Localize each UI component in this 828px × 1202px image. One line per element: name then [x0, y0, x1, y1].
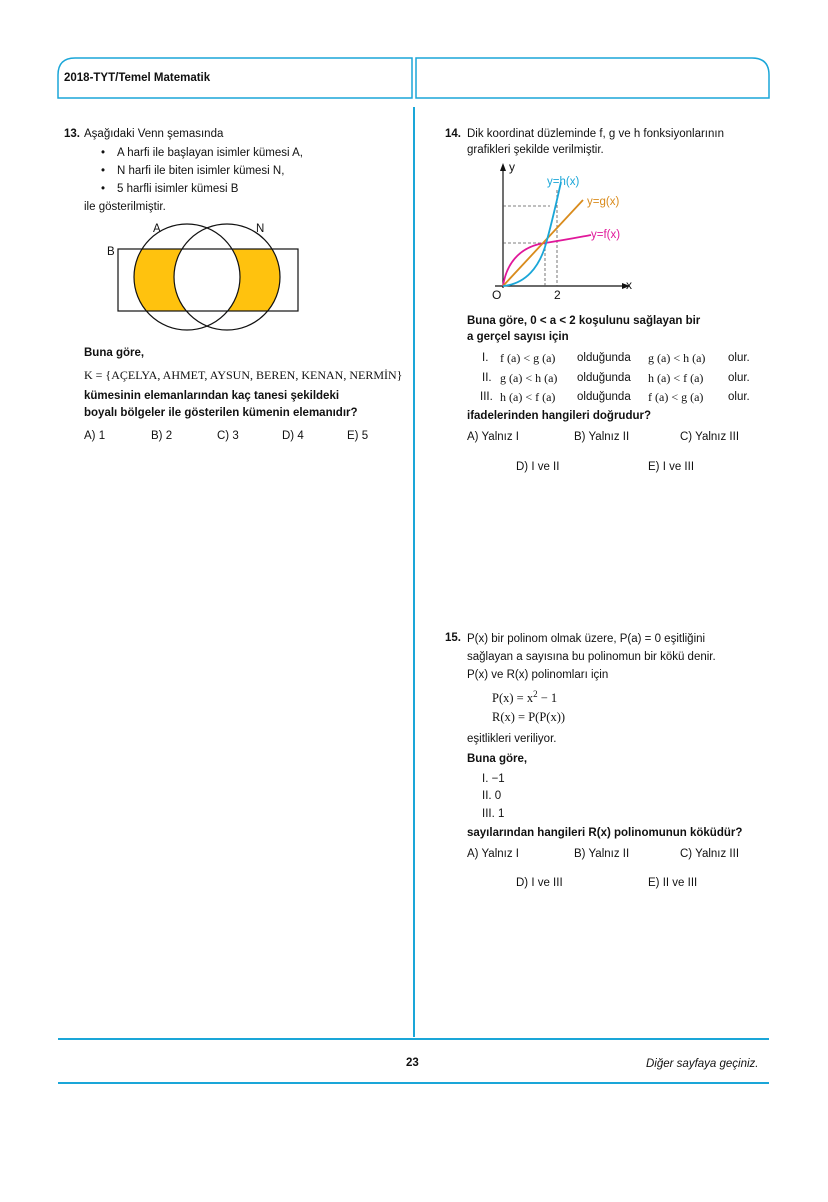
q15-line-4: eşitlikleri veriliyor.	[467, 733, 557, 745]
q13-bullet-2: • N harfi ile biten isimler kümesi N,	[117, 165, 284, 177]
q13-set: K = {AÇELYA, AHMET, AYSUN, BEREN, KENAN, NERMİN}	[84, 368, 403, 382]
q14-s2-num: II.	[482, 372, 492, 384]
label-f: y=f(x)	[591, 229, 621, 241]
q13-shown: ile gösterilmiştir.	[84, 201, 166, 213]
q15-option-a[interactable]: A) Yalnız I	[467, 848, 519, 860]
header-title: 2018-TYT/Temel Matematik	[64, 72, 211, 84]
q13-option-b[interactable]: B) 2	[151, 430, 173, 442]
q15-equation-2: R(x) = P(P(x))	[492, 710, 566, 724]
q15-eq1-rest: − 1	[537, 691, 558, 706]
venn-label-b: B	[107, 246, 115, 258]
q15-item-1: I. −1	[482, 773, 505, 785]
q13-option-a[interactable]: A) 1	[84, 430, 106, 442]
q13-question-2: boyalı bölgeler ile gösterilen kümenin elemanıdır?	[84, 407, 358, 419]
q15-eq1-base: P(x) = x	[492, 691, 534, 706]
q14-intro-1: Dik koordinat düzleminde f, g ve h fonksiyonlarının	[467, 128, 724, 140]
q14-option-a[interactable]: A) Yalnız I	[467, 431, 519, 443]
q15-number: 15.	[445, 632, 461, 644]
q14-option-c[interactable]: C) Yalnız III	[680, 431, 740, 443]
q14-s2-premise: g (a) < h (a)	[500, 371, 558, 385]
footer-rule-bottom	[58, 1082, 769, 1084]
y-axis-arrow	[500, 163, 506, 171]
q14-option-d[interactable]: D) I ve II	[516, 461, 560, 473]
q15-line-1: P(x) bir polinom olmak üzere, P(a) = 0 eşitliğini	[467, 633, 706, 645]
q14-s1-result: g (a) < h (a)	[648, 351, 706, 365]
graph-y-label: y	[509, 160, 515, 174]
q14-s3-end: olur.	[728, 391, 750, 403]
q14-s2-end: olur.	[728, 372, 750, 384]
q13-bullet-3: • 5 harfli isimler kümesi B	[117, 183, 238, 195]
page-number: 23	[406, 1057, 419, 1069]
q15-option-b[interactable]: B) Yalnız II	[574, 848, 630, 860]
footer-rule-top	[58, 1038, 769, 1040]
q14-s1-premise: f (a) < g (a)	[500, 351, 556, 365]
q14-s1-end: olur.	[728, 352, 750, 364]
q13-intro: Aşağıdaki Venn şemasında	[84, 128, 224, 140]
q14-s3-result: f (a) < g (a)	[648, 390, 704, 404]
q13-option-d[interactable]: D) 4	[282, 430, 304, 442]
q13-bullet-1: • A harfi ile başlayan isimler kümesi A,	[117, 147, 303, 159]
venn-diagram	[100, 222, 315, 337]
q14-number: 14.	[445, 128, 461, 140]
q14-option-b[interactable]: B) Yalnız II	[574, 431, 630, 443]
header-frame	[0, 0, 828, 110]
q15-item-3: III. 1	[482, 808, 505, 820]
q15-option-e[interactable]: E) II ve III	[648, 877, 698, 889]
label-g: y=g(x)	[587, 196, 620, 208]
q15-eq1-exponent: 2	[533, 689, 538, 699]
q15-item-2: II. 0	[482, 790, 502, 802]
q14-s1-num: I.	[482, 352, 489, 364]
q14-option-e[interactable]: E) I ve III	[648, 461, 695, 473]
q13-option-e[interactable]: E) 5	[347, 430, 369, 442]
q14-s1-when: olduğunda	[577, 352, 631, 364]
q14-s2-when: olduğunda	[577, 372, 631, 384]
graph-x-label: x	[626, 278, 632, 292]
q14-condition-2: a gerçel sayısı için	[467, 331, 569, 343]
q15-equation-1	[492, 689, 557, 706]
q15-line-3: P(x) ve R(x) polinomları için	[467, 669, 609, 681]
q14-condition-1: Buna göre, 0 < a < 2 koşulunu sağlayan bir	[467, 315, 701, 327]
q14-s3-when: olduğunda	[577, 391, 631, 403]
q14-s2-result: h (a) < f (a)	[648, 371, 704, 385]
q15-line-2: sağlayan a sayısına bu polinomun bir kökü denir.	[467, 651, 716, 663]
q14-ask: ifadelerinden hangileri doğrudur?	[467, 410, 652, 422]
q15-buna: Buna göre,	[467, 753, 528, 765]
q15-option-c[interactable]: C) Yalnız III	[680, 848, 740, 860]
label-h: y=h(x)	[547, 176, 580, 188]
q15-option-d[interactable]: D) I ve III	[516, 877, 563, 889]
graph-x-tick-2: 2	[554, 288, 561, 302]
q13-buna: Buna göre,	[84, 347, 145, 359]
next-page-note: Diğer sayfaya geçiniz.	[646, 1058, 759, 1070]
q14-intro-2: grafikleri şekilde verilmiştir.	[467, 144, 604, 156]
column-divider	[413, 107, 415, 1037]
q15-ask: sayılarından hangileri R(x) polinomunun köküdür?	[467, 827, 743, 839]
venn-label-a: A	[153, 223, 161, 235]
graph-origin: O	[492, 288, 502, 302]
q14-s3-num: III.	[480, 391, 493, 403]
q13-option-c[interactable]: C) 3	[217, 430, 239, 442]
q13-question-1: kümesinin elemanlarından kaç tanesi şekildeki	[84, 390, 340, 402]
q14-s3-premise: h (a) < f (a)	[500, 390, 556, 404]
venn-label-n: N	[256, 223, 265, 235]
q13-number: 13.	[64, 128, 80, 140]
